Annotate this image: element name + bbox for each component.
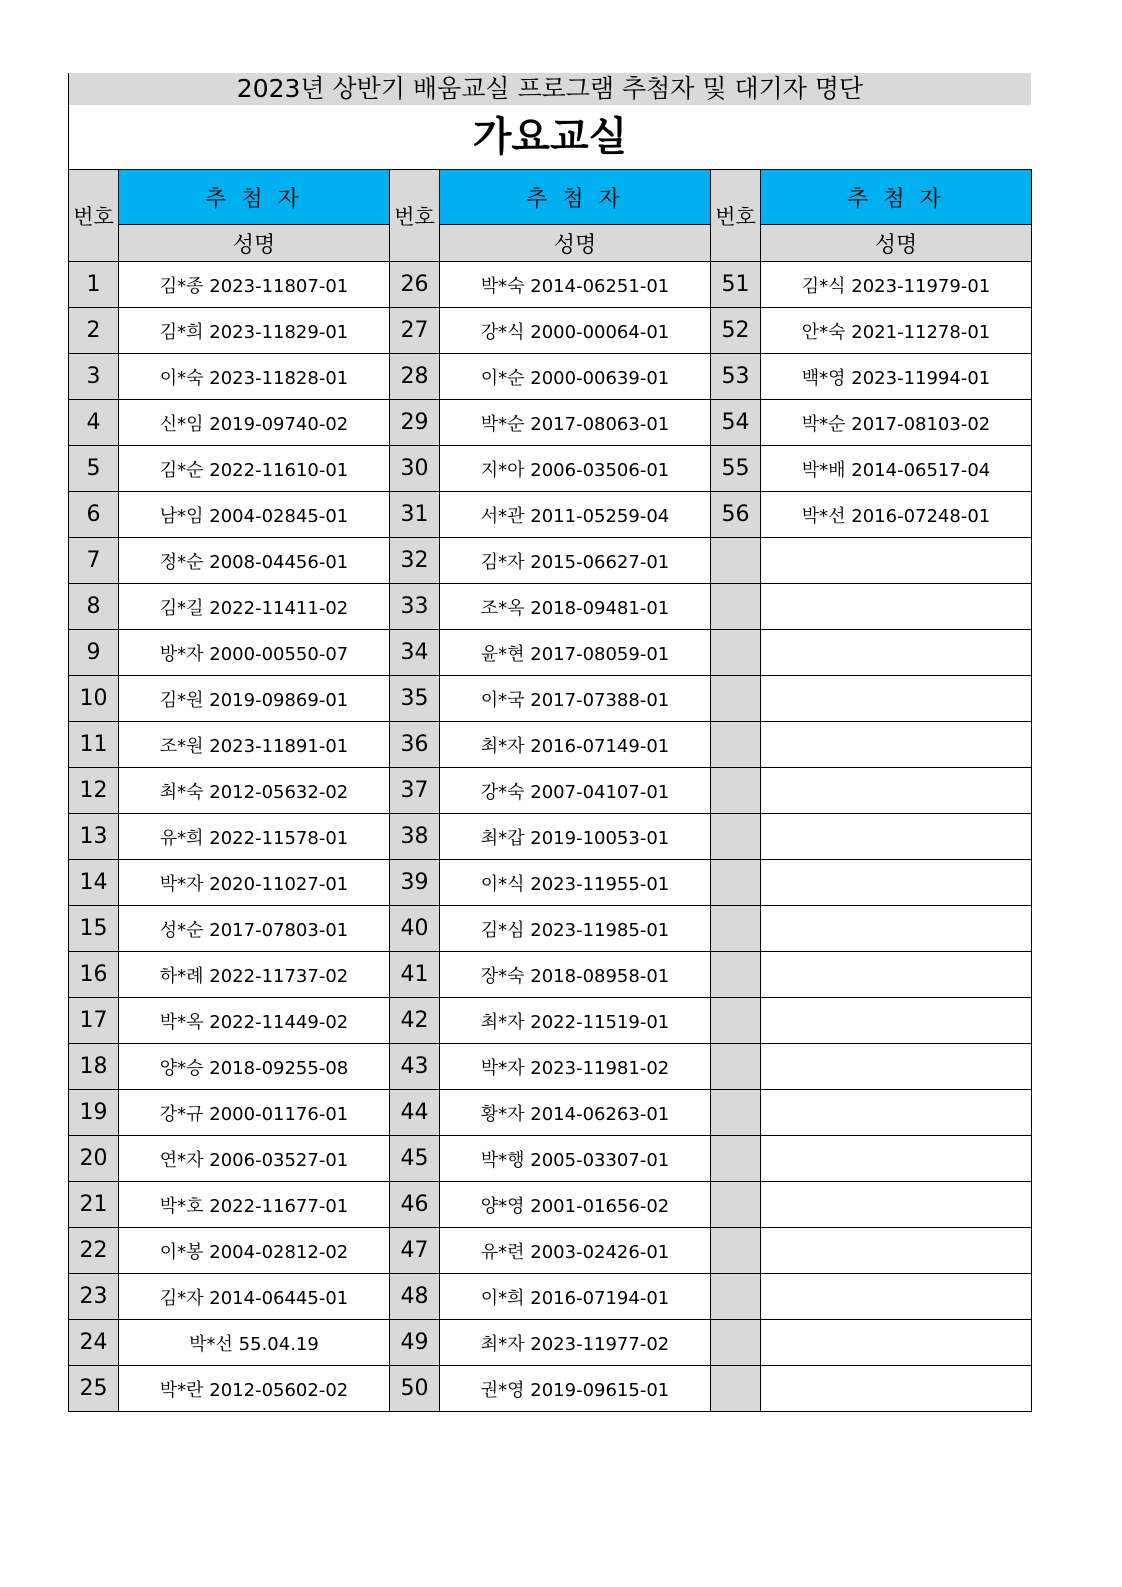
winner-name: 김*종 2023-11807-01 [119, 262, 390, 308]
winner-name: 조*옥 2018-09481-01 [440, 584, 711, 630]
row-number: 42 [390, 998, 440, 1044]
table-row [69, 906, 1032, 952]
winner-name [761, 860, 1032, 906]
winner-name: 김*길 2022-11411-02 [119, 584, 390, 630]
row-number: 35 [390, 676, 440, 722]
winner-name: 성*순 2017-07803-01 [119, 906, 390, 952]
winner-name: 김*원 2019-09869-01 [119, 676, 390, 722]
winner-name: 양*영 2001-01656-02 [440, 1182, 711, 1228]
row-number [711, 906, 761, 952]
winner-name [761, 1182, 1032, 1228]
winner-name: 윤*현 2017-08059-01 [440, 630, 711, 676]
winner-name: 박*호 2022-11677-01 [119, 1182, 390, 1228]
row-number: 56 [711, 492, 761, 538]
row-number: 38 [390, 814, 440, 860]
row-number [711, 538, 761, 584]
winner-name: 하*례 2022-11737-02 [119, 952, 390, 998]
roster-rows [69, 262, 1032, 1412]
row-number [711, 860, 761, 906]
winner-name: 박*자 2023-11981-02 [440, 1044, 711, 1090]
number-header: 번호 [69, 170, 119, 262]
winner-name: 이*국 2017-07388-01 [440, 676, 711, 722]
row-number: 14 [69, 860, 119, 906]
table-row [69, 998, 1032, 1044]
winner-name [761, 1090, 1032, 1136]
row-number [711, 1366, 761, 1412]
row-number: 54 [711, 400, 761, 446]
row-number [711, 1044, 761, 1090]
table-row [69, 952, 1032, 998]
winner-name: 박*선 2016-07248-01 [761, 492, 1032, 538]
winner-name: 최*자 2016-07149-01 [440, 722, 711, 768]
row-number: 26 [390, 262, 440, 308]
winner-name: 박*행 2005-03307-01 [440, 1136, 711, 1182]
winner-name: 정*순 2008-04456-01 [119, 538, 390, 584]
row-number: 44 [390, 1090, 440, 1136]
winner-name [761, 1366, 1032, 1412]
row-number: 12 [69, 768, 119, 814]
row-number [711, 952, 761, 998]
row-number: 19 [69, 1090, 119, 1136]
row-number: 23 [69, 1274, 119, 1320]
table-row [69, 1366, 1032, 1412]
row-number: 7 [69, 538, 119, 584]
winner-name: 양*승 2018-09255-08 [119, 1044, 390, 1090]
winner-name: 김*식 2023-11979-01 [761, 262, 1032, 308]
winner-name: 방*자 2000-00550-07 [119, 630, 390, 676]
row-number: 8 [69, 584, 119, 630]
row-number [711, 676, 761, 722]
row-number: 39 [390, 860, 440, 906]
table-row [69, 1044, 1032, 1090]
winner-name [761, 1044, 1032, 1090]
row-number [711, 998, 761, 1044]
row-number: 21 [69, 1182, 119, 1228]
table-row [69, 722, 1032, 768]
winner-name [761, 584, 1032, 630]
row-number: 5 [69, 446, 119, 492]
winner-name [761, 538, 1032, 584]
winner-name: 이*순 2000-00639-01 [440, 354, 711, 400]
winner-name [761, 1320, 1032, 1366]
row-number: 40 [390, 906, 440, 952]
winner-name: 김*희 2023-11829-01 [119, 308, 390, 354]
roster-table [68, 169, 1032, 1412]
row-number: 22 [69, 1228, 119, 1274]
winner-name: 연*자 2006-03527-01 [119, 1136, 390, 1182]
winner-name: 최*자 2022-11519-01 [440, 998, 711, 1044]
number-header: 번호 [390, 170, 440, 262]
row-number: 30 [390, 446, 440, 492]
winner-name: 서*관 2011-05259-04 [440, 492, 711, 538]
table-row [69, 538, 1032, 584]
table-row [69, 1274, 1032, 1320]
row-number [711, 630, 761, 676]
winner-name: 강*숙 2007-04107-01 [440, 768, 711, 814]
winner-name: 이*식 2023-11955-01 [440, 860, 711, 906]
row-number: 24 [69, 1320, 119, 1366]
row-number: 27 [390, 308, 440, 354]
winner-name: 백*영 2023-11994-01 [761, 354, 1032, 400]
row-number [711, 584, 761, 630]
winner-name [761, 1228, 1032, 1274]
row-number [711, 1136, 761, 1182]
row-number: 31 [390, 492, 440, 538]
row-number: 1 [69, 262, 119, 308]
winner-name: 권*영 2019-09615-01 [440, 1366, 711, 1412]
winner-name: 박*란 2012-05602-02 [119, 1366, 390, 1412]
row-number: 4 [69, 400, 119, 446]
winner-name [761, 1274, 1032, 1320]
winner-name: 최*갑 2019-10053-01 [440, 814, 711, 860]
table-row [69, 676, 1032, 722]
row-number: 52 [711, 308, 761, 354]
table-row [69, 814, 1032, 860]
winner-name: 이*봉 2004-02812-02 [119, 1228, 390, 1274]
table-row [69, 768, 1032, 814]
winner-name: 박*순 2017-08103-02 [761, 400, 1032, 446]
winner-header: 추 첨 자 [440, 170, 711, 225]
row-number: 45 [390, 1136, 440, 1182]
winner-header: 추 첨 자 [119, 170, 390, 225]
winner-name: 강*규 2000-01176-01 [119, 1090, 390, 1136]
row-number: 17 [69, 998, 119, 1044]
row-number: 10 [69, 676, 119, 722]
winner-name: 이*숙 2023-11828-01 [119, 354, 390, 400]
row-number: 25 [69, 1366, 119, 1412]
row-number [711, 1090, 761, 1136]
row-number [711, 814, 761, 860]
name-header: 성명 [440, 225, 711, 262]
row-number: 36 [390, 722, 440, 768]
winner-name: 박*옥 2022-11449-02 [119, 998, 390, 1044]
name-header: 성명 [761, 225, 1032, 262]
winner-name: 안*숙 2021-11278-01 [761, 308, 1032, 354]
winner-name [761, 1136, 1032, 1182]
winner-name: 남*임 2004-02845-01 [119, 492, 390, 538]
row-number: 28 [390, 354, 440, 400]
winner-name: 박*순 2017-08063-01 [440, 400, 711, 446]
row-number: 47 [390, 1228, 440, 1274]
table-row [69, 492, 1032, 538]
winner-name: 박*숙 2014-06251-01 [440, 262, 711, 308]
winner-name [761, 768, 1032, 814]
winner-name [761, 676, 1032, 722]
class-title: 가요교실 [68, 105, 1031, 169]
winner-name: 김*순 2022-11610-01 [119, 446, 390, 492]
document-title: 2023년 상반기 배움교실 프로그램 추첨자 및 대기자 명단 [68, 73, 1031, 105]
row-number: 11 [69, 722, 119, 768]
row-number: 16 [69, 952, 119, 998]
row-number: 48 [390, 1274, 440, 1320]
number-header: 번호 [711, 170, 761, 262]
row-number: 3 [69, 354, 119, 400]
row-number: 51 [711, 262, 761, 308]
table-row [69, 1228, 1032, 1274]
winner-name: 김*심 2023-11985-01 [440, 906, 711, 952]
row-number: 18 [69, 1044, 119, 1090]
row-number: 20 [69, 1136, 119, 1182]
roster-sheet [68, 73, 1031, 1412]
winner-name: 조*원 2023-11891-01 [119, 722, 390, 768]
winner-name: 지*아 2006-03506-01 [440, 446, 711, 492]
table-row [69, 1320, 1032, 1366]
row-number [711, 1320, 761, 1366]
table-row [69, 584, 1032, 630]
winner-header: 추 첨 자 [761, 170, 1032, 225]
row-number: 29 [390, 400, 440, 446]
winner-name: 이*희 2016-07194-01 [440, 1274, 711, 1320]
winner-name: 박*배 2014-06517-04 [761, 446, 1032, 492]
table-row [69, 860, 1032, 906]
row-number: 43 [390, 1044, 440, 1090]
winner-name [761, 906, 1032, 952]
row-number: 49 [390, 1320, 440, 1366]
winner-name: 유*희 2022-11578-01 [119, 814, 390, 860]
table-row [69, 262, 1032, 308]
row-number [711, 1228, 761, 1274]
winner-name: 최*숙 2012-05632-02 [119, 768, 390, 814]
winner-name: 박*선 55.04.19 [119, 1320, 390, 1366]
row-number [711, 768, 761, 814]
row-number: 6 [69, 492, 119, 538]
row-number: 15 [69, 906, 119, 952]
table-row [69, 1090, 1032, 1136]
table-row [69, 630, 1032, 676]
table-row [69, 354, 1032, 400]
winner-name: 신*임 2019-09740-02 [119, 400, 390, 446]
table-row [69, 1136, 1032, 1182]
row-number: 2 [69, 308, 119, 354]
winner-name [761, 998, 1032, 1044]
winner-name: 황*자 2014-06263-01 [440, 1090, 711, 1136]
row-number: 33 [390, 584, 440, 630]
row-number: 55 [711, 446, 761, 492]
row-number: 46 [390, 1182, 440, 1228]
table-row [69, 400, 1032, 446]
row-number: 41 [390, 952, 440, 998]
table-row [69, 1182, 1032, 1228]
row-number: 34 [390, 630, 440, 676]
table-row [69, 308, 1032, 354]
row-number: 13 [69, 814, 119, 860]
row-number: 32 [390, 538, 440, 584]
winner-name: 강*식 2000-00064-01 [440, 308, 711, 354]
winner-name: 김*자 2014-06445-01 [119, 1274, 390, 1320]
winner-name [761, 814, 1032, 860]
row-number: 53 [711, 354, 761, 400]
name-header: 성명 [119, 225, 390, 262]
row-number [711, 1182, 761, 1228]
winner-name: 장*숙 2018-08958-01 [440, 952, 711, 998]
winner-name [761, 952, 1032, 998]
winner-name: 최*자 2023-11977-02 [440, 1320, 711, 1366]
winner-name [761, 722, 1032, 768]
winner-name: 유*련 2003-02426-01 [440, 1228, 711, 1274]
winner-name: 김*자 2015-06627-01 [440, 538, 711, 584]
table-row [69, 446, 1032, 492]
row-number: 37 [390, 768, 440, 814]
row-number [711, 722, 761, 768]
row-number [711, 1274, 761, 1320]
row-number: 9 [69, 630, 119, 676]
row-number: 50 [390, 1366, 440, 1412]
winner-name [761, 630, 1032, 676]
winner-name: 박*자 2020-11027-01 [119, 860, 390, 906]
